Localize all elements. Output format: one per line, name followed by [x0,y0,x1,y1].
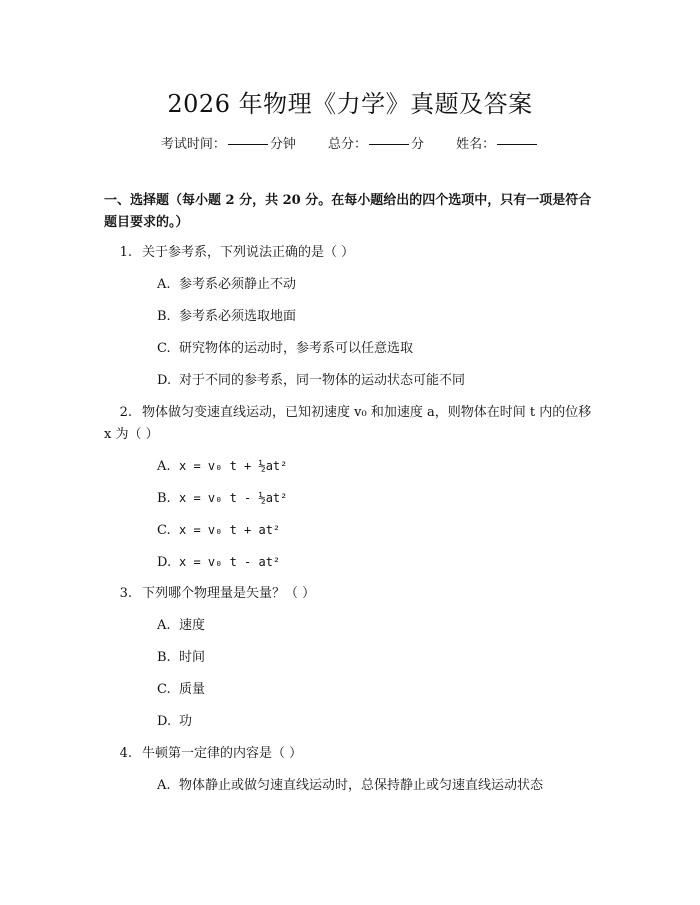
option-text: 参考系必须静止不动 [179,277,297,292]
option-label: B. [157,491,171,506]
option-label: B. [157,309,171,324]
question-4-option-a[interactable] [157,775,597,797]
option-label: A. [157,277,171,292]
option-label: D. [157,555,172,570]
student-name-label: 姓名： [456,137,496,152]
total-score-blank [369,144,409,145]
question-number: 2. [119,405,132,420]
option-text: 对于不同的参考系，同一物体的运动状态可能不同 [179,373,466,388]
question-1-option-d[interactable] [157,370,597,392]
question-text: 物体做匀变速直线运动，已知初速度 v₀ 和加速度 a，则物体在时间 t 内的位移 x 为（ ） [104,405,592,442]
option-text: 质量 [179,682,206,697]
option-text: x = v₀ t + ½at² [179,459,288,473]
option-text: x = v₀ t - ½at² [179,491,288,505]
option-label: C. [157,682,171,697]
option-text: 时间 [179,650,206,665]
question-4 [104,743,594,765]
question-1-option-b[interactable] [157,306,597,328]
option-label: A. [157,618,171,633]
total-score-label: 总分： [327,137,367,152]
option-label: A. [157,778,171,793]
option-label: D. [157,373,172,388]
question-text: 下列哪个物理量是矢量？（ ） [142,586,316,601]
exam-time-unit: 分钟 [269,137,296,152]
question-number: 1. [119,245,132,260]
question-text: 牛顿第一定律的内容是（ ） [142,746,303,761]
option-text: 研究物体的运动时，参考系可以任意选取 [179,341,414,356]
option-label: C. [157,523,171,538]
option-text: 速度 [179,618,206,633]
option-label: D. [157,714,172,729]
question-2-option-c[interactable] [157,519,597,542]
exam-time-field [161,137,300,152]
total-score-unit: 分 [411,137,425,152]
option-text: 物体静止或做匀速直线运动时，总保持静止或匀速直线运动状态 [179,778,544,793]
question-text: 关于参考系，下列说法正确的是（ ） [142,245,355,260]
option-text: 功 [179,714,193,729]
exam-time-blank [228,144,268,145]
option-label: B. [157,650,171,665]
question-3 [104,583,594,605]
option-text: x = v₀ t + at² [179,523,281,537]
question-2-option-d[interactable] [157,551,597,574]
section-heading: 一、选择题（每小题 2 分，共 20 分。在每小题给出的四个选项中，只有一项是符合题目要求的。） [104,193,592,230]
question-number: 3. [119,586,132,601]
question-2 [104,402,594,446]
total-score-field [328,137,428,152]
student-name-field [456,137,539,152]
student-name-blank [497,144,537,145]
question-1-option-a[interactable] [157,274,597,296]
question-2-option-b[interactable] [157,487,597,510]
exam-meta [0,133,700,152]
option-text: 参考系必须选取地面 [179,309,297,324]
question-3-option-d[interactable] [157,711,597,733]
option-label: C. [157,341,171,356]
page-title: 2026 年物理《力学》真题及答案 [167,90,533,118]
question-3-option-c[interactable] [157,679,597,701]
option-label: A. [157,459,171,474]
question-3-option-a[interactable] [157,615,597,637]
exam-time-label: 考试时间： [160,137,226,152]
question-number: 4. [119,746,132,761]
question-1-option-c[interactable] [157,338,597,360]
question-1 [104,242,594,264]
question-2-option-a[interactable] [157,455,597,478]
option-text: x = v₀ t - at² [179,555,281,569]
question-3-option-b[interactable] [157,647,597,669]
